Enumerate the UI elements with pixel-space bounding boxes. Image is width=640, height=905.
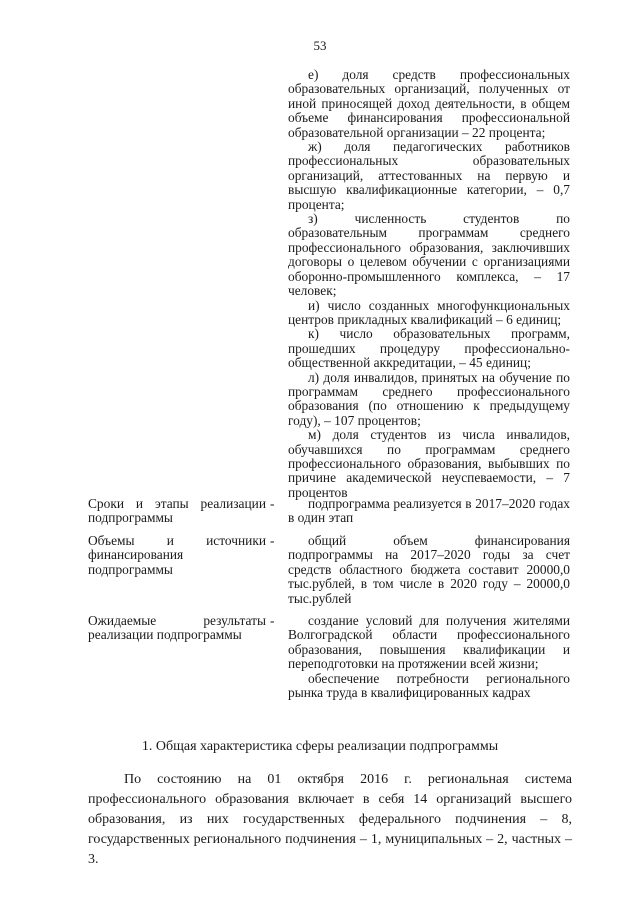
body-paragraph: По состоянию на 01 октября 2016 г. региональная система профессионального образования включает в себя 14 организаций высшего образования, из них государственных федерального подчинения – 8, государственных регионального подчинения – 1, муниципальных – 2, частных – 3. <box>88 772 572 867</box>
results-text-1: создание условий для получения жителями Волгоградской области профессионального образования, повышения квалификации и переподготовки на протяжении всей жизни; <box>288 613 570 672</box>
indicator-z: з) численность студентов по образовательным программам среднего профессионального образования, заключивших договоры о целевом обучении с организациями оборонно-промышленного комплекса, – 17 человек; <box>288 211 570 299</box>
indicator-m: м) доля студентов из числа инвалидов, обучавшихся по программам среднего профессионального образования, выбывших по причине академической неуспеваемости, – 7 процентов <box>288 427 570 500</box>
indicator-zh: ж) доля педагогических работников профессиональных образовательных организаций, аттестованных на первую и высшую квалификационные категории, – 0,7 процента; <box>288 139 570 212</box>
indicators-continued <box>288 68 570 500</box>
row-label-timing: Сроки и этапы реализации подпрограммы <box>88 496 266 526</box>
row-dash-timing: - <box>270 496 275 511</box>
indicator-l: л) доля инвалидов, принятых на обучение по программам среднего профессионального образования (по отношению к предыдущему году), – 107 процентов; <box>288 369 570 428</box>
page-number: 53 <box>313 38 327 53</box>
row-dash-funding: - <box>270 533 275 548</box>
indicator-k: к) число образовательных программ, прошедших процедуру профессионально-общественной аккредитации, – 45 единиц; <box>288 326 570 371</box>
indicator-e: е) доля средств профессиональных образовательных организаций, полученных от иной приносящей доход деятельности, в общем объеме финансирования профессиональной образовательной организации – 22 процента; <box>288 67 570 140</box>
section-heading: 1. Общая характеристика сферы реализации подпрограммы <box>141 739 499 754</box>
row-value-funding <box>288 534 570 606</box>
row-label-results: Ожидаемые результаты реализации подпрограммы <box>88 613 266 643</box>
indicator-i: и) число созданных многофункциональных центров прикладных квалификаций – 6 единиц; <box>288 297 570 327</box>
funding-text: общий объем финансирования подпрограммы на 2017–2020 годы за счет средств областного бюджета составит 20000,0 тыс.рублей, в том числе в 2020 году – 20000,0 тыс.рублей <box>288 533 570 606</box>
results-text-2: обеспечение потребности регионального рынка труда в квалифицированных кадрах <box>288 670 570 701</box>
row-value-timing <box>288 497 570 526</box>
row-label-funding: Объемы и источники финансирования подпрограммы <box>88 533 266 577</box>
row-value-results <box>288 614 570 700</box>
timing-text: подпрограмма реализуется в 2017–2020 годах в один этап <box>288 496 570 526</box>
row-dash-results: - <box>270 613 275 628</box>
